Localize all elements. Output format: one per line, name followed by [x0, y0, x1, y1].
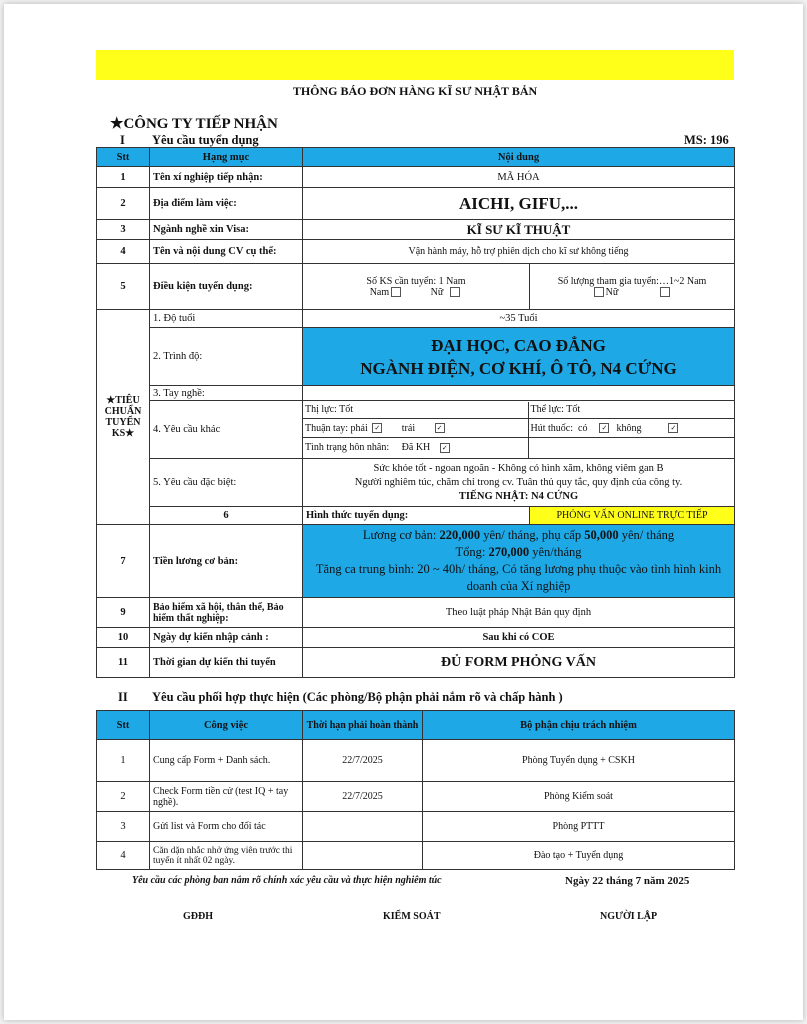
other-value — [303, 401, 735, 459]
task4-dept: Đào tạo + Tuyển dụng — [423, 842, 735, 870]
nam-label: Nam — [369, 286, 390, 298]
skill-value — [303, 386, 735, 401]
row4-value: Vận hành máy, hỗ trợ phiên dịch cho kĩ sư không tiếng — [303, 240, 735, 264]
special-label: 5. Yêu cầu đặc biệt: — [150, 459, 303, 507]
task1-task: Cung cấp Form + Danh sách. — [150, 740, 303, 782]
vision: Thị lực: Tốt — [303, 402, 528, 419]
row2-stt: 2 — [97, 188, 150, 220]
participants: Số lượng tham gia tuyển:…1~2 Nam — [557, 275, 707, 287]
requirements-table — [96, 147, 735, 678]
yellow-header-bar — [96, 50, 734, 80]
header-item: Hạng mục — [150, 148, 303, 167]
task1-deadline: 22/7/2025 — [303, 740, 423, 782]
ks-needed: Số KS cần tuyển: 1 Nam — [366, 275, 466, 287]
row11-stt: 11 — [97, 648, 150, 678]
smoke-yes-checkbox[interactable]: ✓ — [599, 423, 609, 433]
row7-stt: 7 — [97, 525, 150, 598]
edu-label: 2. Trình độ: — [150, 328, 303, 386]
task1-dept: Phòng Tuyển dụng + CSKH — [423, 740, 735, 782]
row10-label: Ngày dự kiến nhập cảnh : — [150, 628, 303, 648]
row1-value: MÃ HÓA — [303, 167, 735, 188]
hand-right-checkbox[interactable]: ✓ — [372, 423, 382, 433]
row3-stt: 3 — [97, 220, 150, 240]
header2-task: Công việc — [150, 711, 303, 740]
salary-line2: Tổng: 270,000 yên/tháng — [455, 545, 582, 559]
row9-value: Theo luật pháp Nhật Bản quy định — [303, 598, 735, 628]
row4-label: Tên và nội dung CV cụ thể: — [150, 240, 303, 264]
special-line3: TIẾNG NHẬT: N4 CỨNG — [458, 490, 579, 502]
nu-checkbox[interactable] — [450, 287, 460, 297]
edu-line1: ĐẠI HỌC, CAO ĐẲNG — [431, 335, 606, 355]
fitness: Thể lực: Tốt — [528, 402, 734, 419]
right-nu-checkbox[interactable] — [594, 287, 604, 297]
smoke-no-checkbox[interactable]: ✓ — [668, 423, 678, 433]
other-label: 4. Yêu cầu khác — [150, 401, 303, 459]
row5-label: Điều kiện tuyển dụng: — [150, 264, 303, 310]
task3-dept: Phòng PTTT — [423, 812, 735, 842]
smoke-no: không — [616, 422, 642, 434]
row3-label: Ngành nghề xin Visa: — [150, 220, 303, 240]
header-content: Nội dung — [303, 148, 735, 167]
task3-task: Gửi list và Form cho đối tác — [150, 812, 303, 842]
row10-value: Sau khi có COE — [303, 628, 735, 648]
header2-deadline: Thời hạn phải hoàn thành — [303, 711, 423, 740]
married-checkbox[interactable]: ✓ — [440, 443, 450, 453]
row9-stt: 9 — [97, 598, 150, 628]
age-label: 1. Độ tuổi — [150, 310, 303, 328]
row6-value: PHỎNG VẤN ONLINE TRỰC TIẾP — [530, 507, 735, 525]
edu-value — [303, 328, 735, 386]
age-value: ~35 Tuổi — [303, 310, 735, 328]
task3-deadline — [303, 812, 423, 842]
row5-stt: 5 — [97, 264, 150, 310]
sign-creator: NGƯỜI LẬP — [600, 911, 658, 922]
row5-right — [530, 264, 735, 310]
salary-line1: Lương cơ bản: 220,000 yên/ tháng, phụ cấp 50,000 yên/ tháng — [362, 528, 675, 542]
section2-number: II — [118, 690, 128, 704]
hand-left: trái — [401, 422, 416, 434]
section1-number: I — [120, 133, 125, 147]
document-date: Ngày 22 tháng 7 năm 2025 — [565, 875, 690, 887]
document-title: THÔNG BÁO ĐƠN HÀNG KĨ SƯ NHẬT BẢN — [292, 84, 538, 98]
right-nu-label: Nữ — [605, 286, 619, 298]
smoke-label: Hút thuốc: — [530, 422, 573, 434]
row1-label: Tên xí nghiệp tiếp nhận: — [150, 167, 303, 188]
row11-value: ĐỦ FORM PHỎNG VẤN — [303, 648, 735, 678]
task2-deadline: 22/7/2025 — [303, 782, 423, 812]
header2-stt: Stt — [97, 711, 150, 740]
row11-label: Thời gian dự kiến thi tuyển — [150, 648, 303, 678]
row2-label: Địa điểm làm việc: — [150, 188, 303, 220]
special-line2: Người nghiêm túc, chăm chỉ trong cv. Tuân thủ quy tắc, quy định của công ty. — [354, 476, 683, 488]
row7-value — [303, 525, 735, 598]
ms-code: MS: 196 — [684, 133, 729, 147]
sign-director: GĐĐH — [183, 911, 213, 922]
row9-label: Bảo hiểm xã hội, thân thể, Bảo hiểm thất nghiệp: — [150, 598, 303, 628]
task4-stt: 4 — [97, 842, 150, 870]
right-extra-checkbox[interactable] — [660, 287, 670, 297]
hand-label: Thuận tay: — [305, 422, 349, 434]
section1-label: Yêu cầu tuyển dụng — [152, 133, 259, 147]
row6-label: Hình thức tuyển dụng: — [303, 507, 530, 525]
special-value — [303, 459, 735, 507]
task1-stt: 1 — [97, 740, 150, 782]
company-heading: ★CÔNG TY TIẾP NHẬN — [110, 116, 278, 132]
hand-left-checkbox[interactable]: ✓ — [435, 423, 445, 433]
footer-note: Yêu cầu các phòng ban nắm rõ chính xác yêu cầu và thực hiện nghiêm túc — [132, 875, 442, 886]
row7-label: Tiền lương cơ bản: — [150, 525, 303, 598]
section2-label: Yêu cầu phối hợp thực hiện (Các phòng/Bộ phận phải nắm rõ và chấp hành ) — [152, 690, 563, 704]
row3-value: KĨ SƯ KĨ THUẬT — [303, 220, 735, 240]
coordination-table — [96, 710, 735, 870]
task2-task: Check Form tiền cử (test IQ + tay nghề). — [150, 782, 303, 812]
task2-dept: Phòng Kiểm soát — [423, 782, 735, 812]
row4-stt: 4 — [97, 240, 150, 264]
task4-task: Căn dặn nhắc nhở ứng viên trước thi tuyển ít nhất 02 ngày. — [150, 842, 303, 870]
row6-stt: 6 — [150, 507, 303, 525]
row2-value: AICHI, GIFU,... — [303, 188, 735, 220]
header2-dept: Bộ phận chịu trách nhiệm — [423, 711, 735, 740]
task3-stt: 3 — [97, 812, 150, 842]
row1-stt: 1 — [97, 167, 150, 188]
hand-right: phải — [350, 422, 368, 434]
special-line1: Sức khỏe tốt - ngoan ngoãn - Không có hình xăm, không viêm gan B — [373, 462, 664, 474]
edu-line2: NGÀNH ĐIỆN, CƠ KHÍ, Ô TÔ, N4 CỨNG — [360, 358, 677, 378]
smoke-yes: có — [578, 422, 588, 434]
row10-stt: 10 — [97, 628, 150, 648]
nam-checkbox[interactable] — [391, 287, 401, 297]
skill-label: 3. Tay nghề: — [150, 386, 303, 401]
header-stt: Stt — [97, 148, 150, 167]
ks-standards-label: ★TIÊU CHUẨN TUYỂN KS★ — [97, 310, 150, 525]
sign-control: KIỂM SOÁT — [383, 911, 441, 922]
salary-line3: Tăng ca trung bình: 20 ~ 40h/ tháng, Có tăng lương phụ thuộc vào tình hình kinh doanh của Xí nghiệp — [315, 562, 722, 593]
row5-left — [303, 264, 530, 310]
marital-label: Tình trạng hôn nhân: — [305, 442, 390, 454]
task4-deadline — [303, 842, 423, 870]
married: Đã KH — [401, 442, 431, 454]
task2-stt: 2 — [97, 782, 150, 812]
nu-label: Nữ — [430, 286, 444, 298]
